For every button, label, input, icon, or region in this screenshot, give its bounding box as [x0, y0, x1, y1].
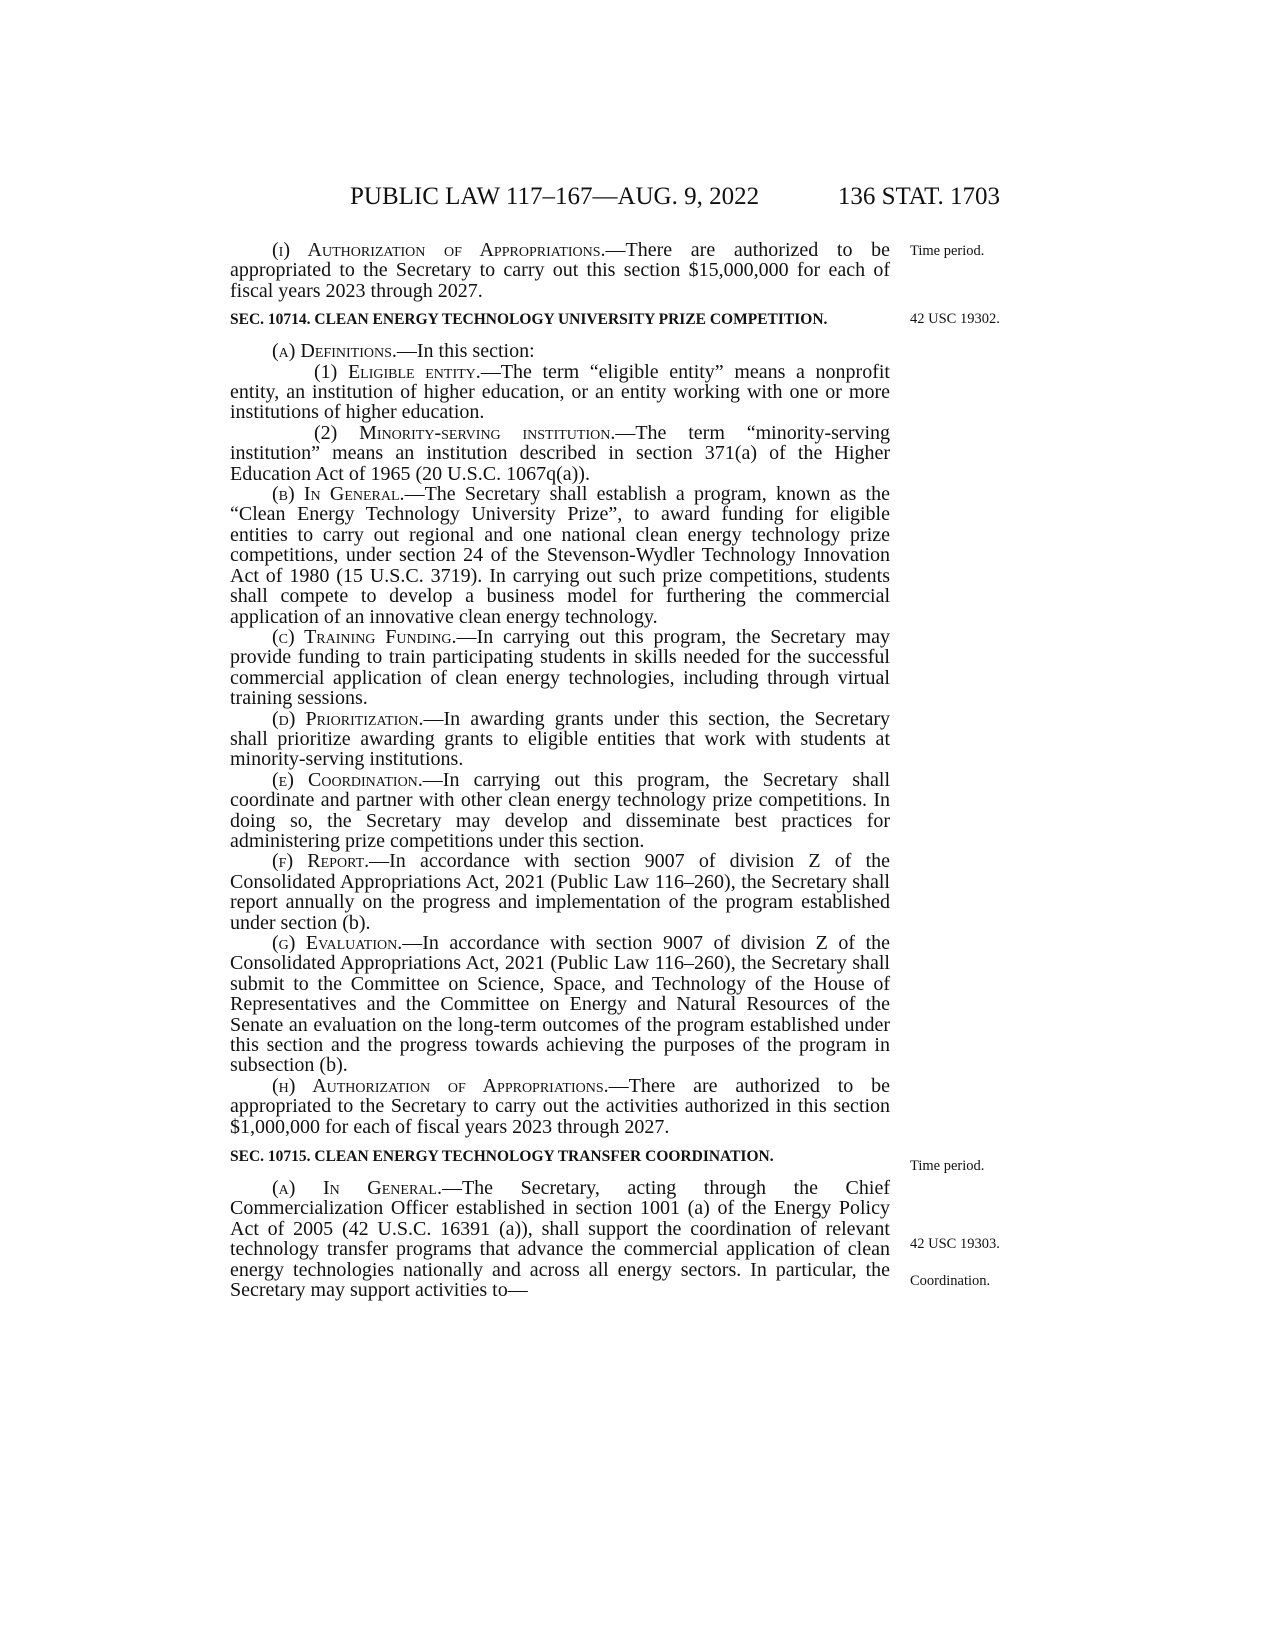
paragraph-text: —The Secretary, acting through the Chief Commercialization Officer established in section 1001 (a) of the Energy Policy Act of 2005 (42 U.S.C. 16391 (a)), shall support the coordination of relevant technology transfer programs that advance the commercial application of clean energy technologies nationally and across all energy sectors. In particular, the Secretary may support activities to—	[230, 1177, 890, 1302]
paragraph-label: (a) In General.	[272, 1177, 442, 1200]
header-title: PUBLIC LAW 117–167—AUG. 9, 2022	[350, 183, 760, 210]
paragraph-text: —The term “eligible entity” means a nonprofit entity, an institution of higher education, or an entity working with one or more institutions of higher education.	[230, 360, 890, 424]
paragraph-text: —In accordance with section 9007 of division Z of the Consolidated Appropriations Act, 2021 (Public Law 116–260), the Secretary shall report annually on the progress and implementation of the program established under section (b).	[230, 850, 890, 934]
margin-note-time-period: Time period.	[910, 1158, 985, 1174]
paragraph-text: —There are authorized to be appropriated to the Secretary to carry out this section $15,000,000 for each of fiscal years 2023 through 2027.	[230, 239, 890, 302]
paragraph-10715-a	[230, 1178, 890, 1300]
margin-note-time-period: Time period.	[910, 243, 985, 259]
paragraph-a1	[230, 362, 890, 423]
margin-note-usc-19303: 42 USC 19303.	[910, 1236, 1000, 1252]
paragraph-text: —There are authorized to be appropriated to the Secretary to carry out the activities authorized in this section $1,000,000 for each of fiscal years 2023 through 2027.	[230, 1074, 890, 1138]
paragraph-text: —In this section:	[396, 340, 535, 363]
page-header	[220, 183, 1000, 223]
paragraph-text: —In awarding grants under this section, the Secretary shall prioritize awarding grants to eligible entities that work with students at minority-serving institutions.	[230, 707, 890, 771]
paragraph-label: (h) Authorization of Appropriations.	[272, 1074, 609, 1097]
margin-note-coordination: Coordination.	[910, 1273, 991, 1289]
paragraph-e	[230, 770, 890, 852]
paragraph-label: (2) Minority-serving institution.	[314, 421, 616, 444]
paragraph-label: (b) In General.	[272, 483, 405, 506]
paragraph-a-definitions	[230, 341, 890, 361]
paragraph-label: (e) Coordination.	[272, 768, 423, 791]
paragraph-label: (f) Report.	[272, 850, 370, 873]
paragraph-label: (i) Authorization of Appropriations.	[272, 239, 606, 261]
paragraph-d	[230, 709, 890, 770]
paragraph-label: (a) Definitions.	[272, 340, 397, 363]
margin-note-usc-19302: 42 USC 19302.	[910, 311, 1000, 327]
paragraph-label: (1) Eligible entity.	[314, 360, 481, 383]
paragraph-b	[230, 484, 890, 627]
section-heading-10715: SEC. 10715. CLEAN ENERGY TECHNOLOGY TRANSFER COORDINATION.	[230, 1148, 774, 1166]
paragraph-label: (c) Training Funding.	[272, 625, 457, 648]
document-body	[230, 240, 890, 1301]
paragraph-text: —In accordance with section 9007 of division Z of the Consolidated Appropriations Act, 2021 (Public Law 116–260), the Secretary shall submit to the Committee on Science, Space, and Technology of the House of Representatives and the Committee on Energy and Natural Resources of the Senate an evaluation on the long-term outcomes of the program established under this section and the progress towards achieving the purposes of the program in subsection (b).	[230, 932, 891, 1077]
header-page-number: 136 STAT. 1703	[837, 183, 1000, 210]
paragraph-text: —The term “minority-serving institution” means an institution described in section 371(a) of the Higher Education Act of 1965 (20 U.S.C. 1067q(a)).	[230, 421, 890, 485]
paragraph-g	[230, 933, 890, 1076]
paragraph-label: (d) Prioritization.	[272, 707, 424, 730]
paragraph-f	[230, 851, 890, 933]
paragraph-c	[230, 627, 890, 709]
paragraph-a2	[230, 423, 890, 484]
paragraph-label: (g) Evaluation.	[272, 932, 403, 954]
paragraph-i	[230, 240, 890, 301]
paragraph-text: —In carrying out this program, the Secretary shall coordinate and partner with other clean energy technology prize competitions. In doing so, the Secretary may develop and disseminate best practices for administering prize competitions under this section.	[230, 768, 890, 852]
paragraph-text: —In carrying out this program, the Secretary may provide funding to train participating students in skills needed for the successful commercial application of clean energy technologies, including through virtual training sessions.	[230, 625, 890, 710]
paragraph-text: —The Secretary shall establish a program, known as the “Clean Energy Technology University Prize”, to award funding for eligible entities to carry out regional and one national clean energy technology prize competitions, under section 24 of the Stevenson-Wydler Technology Innovation Act of 1980 (15 U.S.C. 3719). In carrying out such prize competitions, students shall compete to develop a business model for furthering the commercial application of an innovative clean energy technology.	[230, 483, 890, 628]
section-heading-10714: SEC. 10714. CLEAN ENERGY TECHNOLOGY UNIVERSITY PRIZE COMPETITION.	[230, 311, 828, 329]
paragraph-h	[230, 1076, 890, 1137]
